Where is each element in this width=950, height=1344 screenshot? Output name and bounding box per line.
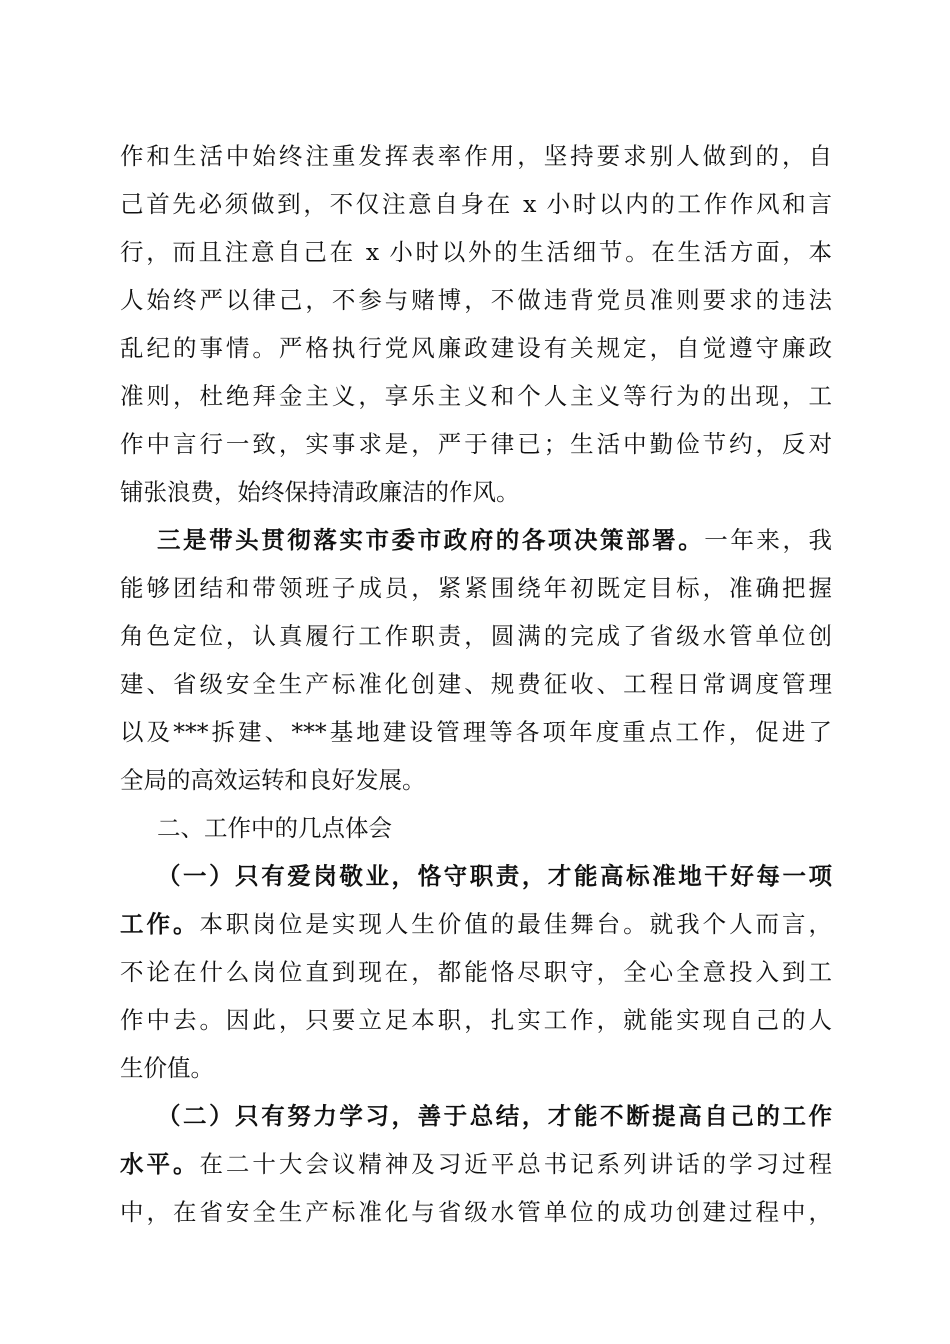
paragraph-lead: （一）只有爱岗敬业，恪守职责，才能高标准地干好每一项 bbox=[157, 862, 832, 890]
text-line: 作中言行一致，实事求是，严于律已；生活中勤俭节约，反对 bbox=[120, 430, 832, 458]
text-line: 行，而且注意自己在 x 小时以外的生活细节。在生活方面，本 bbox=[120, 238, 832, 266]
text-run: 在二十大会议精神及习近平总书记系列讲话的学习过程 bbox=[199, 1150, 833, 1178]
text-line: 角色定位，认真履行工作职责，圆满的完成了省级水管单位创 bbox=[120, 622, 832, 650]
paragraph-lead: 三是带头贯彻落实市委市政府的各项决策部署。 bbox=[157, 526, 705, 554]
text-line: 铺张浪费，始终保持清政廉洁的作风。 bbox=[120, 478, 520, 506]
text-line: 生价值。 bbox=[120, 1054, 214, 1082]
paragraph-learning bbox=[120, 1092, 832, 1236]
text-line: 全局的高效运转和良好发展。 bbox=[120, 766, 426, 794]
paragraph-lead: 水平。 bbox=[120, 1150, 200, 1178]
paragraph-lead: （二）只有努力学习，善于总结，才能不断提高自己的工作 bbox=[157, 1102, 832, 1130]
document-body bbox=[120, 132, 832, 1236]
text-line bbox=[120, 516, 832, 564]
text-line: 能够团结和带领班子成员，紧紧围绕年初既定目标，准确把握 bbox=[120, 574, 832, 602]
text-run: 本职岗位是实现人生价值的最佳舞台。就我个人而言， bbox=[199, 910, 833, 938]
text-line: 建、省级安全生产标准化创建、规费征收、工程日常调度管理 bbox=[120, 670, 832, 698]
text-line bbox=[120, 900, 832, 948]
text-line: 己首先必须做到，不仅注意自身在 x 小时以内的工作作风和言 bbox=[120, 190, 832, 218]
text-run: 一年来，我 bbox=[704, 526, 833, 554]
text-line: 不论在什么岗位直到现在，都能恪尽职守，全心全意投入到工 bbox=[120, 958, 832, 986]
paragraph-implementation bbox=[120, 516, 832, 804]
paragraph-lead: 工作。 bbox=[120, 910, 200, 938]
text-line: 准则，杜绝拜金主义，享乐主义和个人主义等行为的出现，工 bbox=[120, 382, 832, 410]
text-line: 作和生活中始终注重发挥表率作用，坚持要求别人做到的，自 bbox=[120, 142, 832, 170]
section-heading: 二、工作中的几点体会 bbox=[157, 814, 392, 842]
text-line: 乱纪的事情。严格执行党风廉政建设有关规定，自觉遵守廉政 bbox=[120, 334, 832, 362]
text-line: 以及***拆建、***基地建设管理等各项年度重点工作，促进了 bbox=[120, 718, 832, 746]
paragraph-dedication bbox=[120, 852, 832, 1092]
text-line: 作中去。因此，只要立足本职，扎实工作，就能实现自己的人 bbox=[120, 1006, 832, 1034]
text-line bbox=[120, 1140, 832, 1188]
paragraph-conduct bbox=[120, 132, 832, 516]
text-line: 中，在省安全生产标准化与省级水管单位的成功创建过程中， bbox=[120, 1198, 832, 1226]
text-line: 人始终严以律己，不参与赌博，不做违背党员准则要求的违法 bbox=[120, 286, 832, 314]
